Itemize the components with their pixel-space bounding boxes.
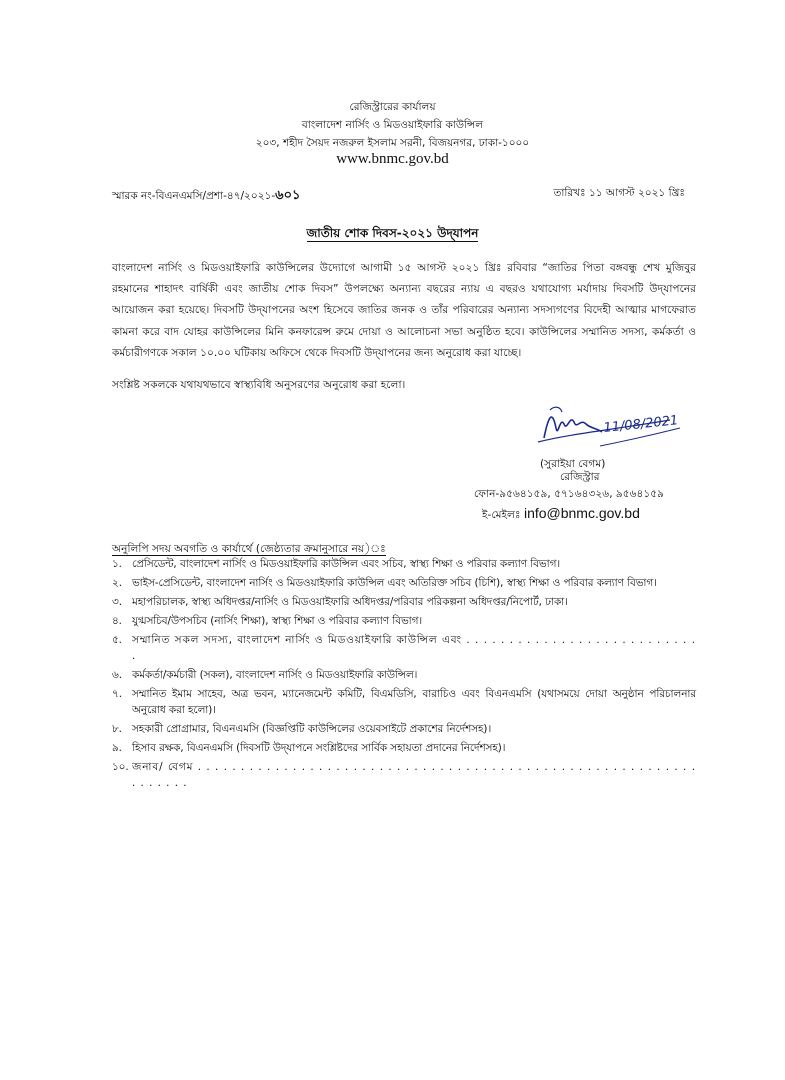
cc-item — [112, 667, 696, 683]
cc-item-text: প্রেসিডেন্ট, বাংলাদেশ নার্সিং ও মিডওয়াইফারি কাউন্সিল এবং সচিব, স্বাস্থ্য শিক্ষা ও পরিবার কল্যাণ বিভাগ। — [132, 558, 560, 570]
handwritten-signature — [530, 398, 700, 458]
cc-item-number: ৭. — [112, 688, 122, 700]
signatory-phone: ফোন-৯৫৬৪১৫৯, ৫৭১৬৪৩২৬, ৯৫৬৪১৫৯ — [474, 488, 665, 500]
council-website[interactable]: www.bnmc.gov.bd — [336, 151, 449, 167]
cc-item-number: ১০. — [112, 761, 129, 773]
cc-item-text: মহাপরিচালক, স্বাস্থ্য অধিদপ্তর/নার্সিং ও মিডওয়াইফারি অধিদপ্তর/পরিবার পরিকল্পনা অধিদপ্তর/নিপোর্ট, ঢাকা। — [132, 596, 568, 608]
cc-item-text: কর্মকর্তা/কর্মচারী (সকল), বাংলাদেশ নার্সিং ও মিডওয়াইফারি কাউন্সিল। — [132, 669, 418, 681]
cc-item-text: সহকারী প্রোগ্রামার, বিএনএমসি (বিজ্ঞপ্তিটি কাউন্সিলের ওয়েবসাইটে প্রকাশের নির্দেশসহ)। — [132, 723, 492, 735]
cc-item-text: যুগ্মসচিব/উপসচিব (নার্সিং শিক্ষা), স্বাস্থ্য শিক্ষা ও পরিবার কল্যাণ বিভাগ। — [132, 615, 423, 627]
cc-item — [112, 686, 696, 718]
cc-item-number: ৮. — [112, 723, 122, 735]
memo-reference-prefix: স্মারক নং-বিএনএমসি/প্রশা-৪৭/২০২১- — [112, 190, 276, 202]
memo-reference-number: ৬০১ — [275, 188, 301, 203]
memo-request: সংশ্লিষ্ট সকলকে যথাযথভাবে স্বাস্থ্যবিধি অনুসরণের অনুরোধ করা হলো। — [112, 379, 406, 391]
email-address[interactable]: info@bnmc.gov.bd — [523, 505, 640, 521]
signatory-title: রেজিস্ট্রার — [560, 471, 600, 483]
memo-date: তারিখঃ ১১ আগস্ট ২০২১ খ্রিঃ — [553, 187, 685, 199]
signature-scribble — [530, 398, 700, 458]
cc-item-number: ৬. — [112, 669, 122, 681]
council-address: ২০৩, শহীদ সৈয়দ নজরুল ইসলাম সরনী, বিজয়নগর, ঢাকা-১০০০ — [255, 137, 530, 149]
cc-item-number: ৩. — [112, 596, 122, 608]
cc-item — [112, 759, 696, 791]
cc-heading-text: অনুলিপি সদয় অবগতি ও কার্যার্থে (জেষ্ঠ্যতার ক্রমানুসারে নয়)ঃ — [112, 543, 386, 555]
cc-item — [112, 632, 696, 664]
memo-reference — [112, 186, 300, 207]
signature-date: 11/08/2021 — [602, 413, 679, 436]
cc-item-number: ৪. — [112, 615, 122, 627]
cc-item-text: সম্মানিত সকল সদস্য, বাংলাদেশ নার্সিং ও মিডওয়াইফারি কাউন্সিল এবং . . . . . . . . . . . . . . . . . . . . . . . . . . . . — [132, 634, 696, 662]
cc-item-number: ২. — [112, 577, 122, 589]
memo-subject — [0, 225, 785, 245]
signatory-name: (সুরাইয়া বেগম) — [540, 458, 606, 470]
cc-item-text: জনাব/ বেগম . . . . . . . . . . . . . . . . . . . . . . . . . . . . . . . . . . . . . . . . . . . . . . . . . . . . . . . . . . . . . . . . . — [132, 761, 696, 789]
cc-list — [112, 556, 696, 794]
signatory-email — [482, 505, 640, 525]
cc-item-text: হিসাব রক্ষক, বিএনএমসি (দিবসটি উদ্‌যাপনে সংশ্লিষ্টদের সার্বিক সহায়তা প্রদানের নির্দেশসহ)। — [132, 742, 506, 754]
cc-item — [112, 556, 696, 572]
cc-item — [112, 575, 696, 591]
cc-item-text: সম্মানিত ইমাম সাহেব, অত্র ভবন, ম্যানেজমেন্ট কমিটি, বিএমডিসি, বারাচিও এবং বিএনএমসি (যথাসময়ে দোয়া অনুষ্ঠান পরিচালনার অনুরোধ করা হলো)। — [132, 688, 696, 716]
cc-item-number: ৫. — [112, 634, 122, 646]
email-label: ই-মেইলঃ — [482, 509, 521, 521]
memo-body: বাংলাদেশ নার্সিং ও মিডওয়াইফারি কাউন্সিলের উদ্যোগে আগামী ১৫ আগস্ট ২০২১ খ্রিঃ রবিবার “জাতির পিতা বঙ্গবন্ধু শেখ মুজিবুর রহমানের শাহাদৎ বার্ষিকী এবং জাতীয় শোক দিবস” উপলক্ষ্যে অন্যান্য বছরের ন্যায় এ বছরও যথাযোগ্য মর্যাদায় দিবসটি উদ্‌যাপনের আয়োজন করা হয়েছে। দিবসটি উদ্‌যাপনের অংশ হিসেবে জাতির জনক ও তাঁর পরিবারের অন্যান্য সদস্যগণের বিদেহী আত্মার মাগফেরাত কামনা করে বাদ যোহর কাউন্সিলের মিনি কনফারেন্স রুমে দোয়া ও আলোচনা সভা অনুষ্ঠিত হবে। কাউন্সিলের সম্মানিত সদস্য, কর্মকর্তা ও কর্মচারীগণকে সকাল ১০.০০ ঘটিকায় অফিসে থেকে দিবসটি উদ্‌যাপনের জন্য অনুরোধ করা যাচ্ছে। — [112, 262, 697, 359]
council-name: বাংলাদেশ নার্সিং ও মিডওয়াইফারি কাউন্সিল — [301, 119, 484, 131]
cc-item — [112, 594, 696, 610]
memo-subject-text: জাতীয় শোক দিবস-২০২১ উদ্‌যাপন — [306, 226, 479, 240]
office-name: রেজিস্ট্রারের কার্যালয় — [349, 101, 436, 113]
cc-item — [112, 721, 696, 737]
cc-item — [112, 613, 696, 629]
cc-item-number: ৯. — [112, 742, 122, 754]
cc-item-number: ১. — [112, 558, 122, 570]
cc-item — [112, 740, 696, 756]
cc-item-text: ভাইস-প্রেসিডেন্ট, বাংলাদেশ নার্সিং ও মিডওয়াইফারি কাউন্সিল এবং অতিরিক্ত সচিব (চিশি), স্বাস্থ্য শিক্ষা ও পরিবার কল্যাণ বিভাগ। — [132, 577, 657, 589]
